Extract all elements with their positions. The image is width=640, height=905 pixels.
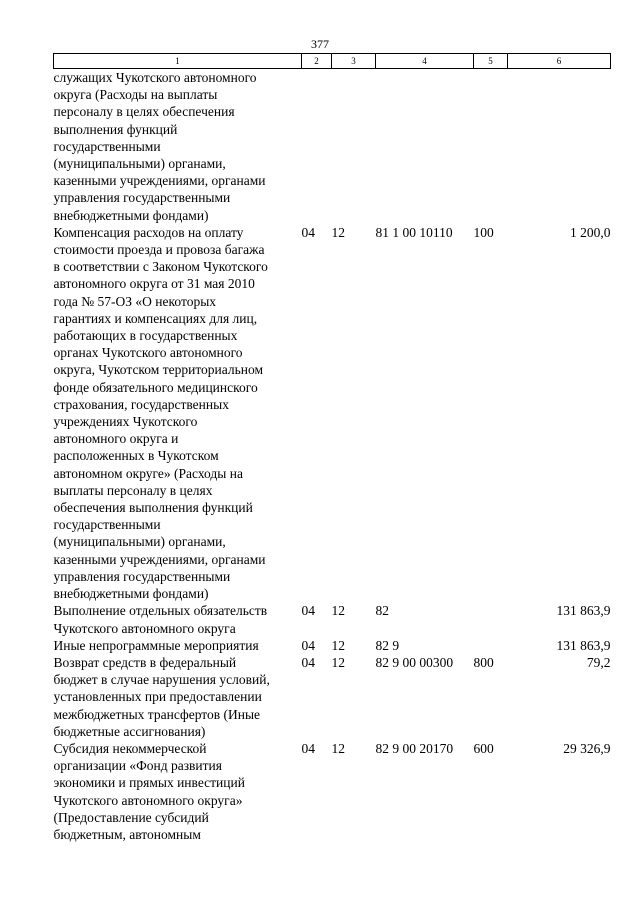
amount: 29 326,9: [563, 740, 611, 756]
expense-name-line: государственными: [53, 138, 161, 154]
subsection-code: [332, 69, 376, 224]
amount: 1 200,0: [570, 224, 611, 240]
expense-name-line: фонде обязательного медицинского: [53, 379, 258, 395]
table-body: [54, 69, 611, 844]
expense-name-line: казенными учреждениями, органами: [53, 173, 266, 189]
expense-name-line: управления государственными: [53, 190, 231, 206]
amount: 131 863,9: [556, 637, 611, 653]
expense-name-line: автономном округе» (Расходы на: [53, 465, 243, 481]
section-code: 04: [301, 740, 315, 756]
target-article-code: 81 1 00 10110: [375, 224, 453, 240]
table-row: [54, 654, 611, 740]
expense-name-line: Чукотского автономного округа»: [53, 792, 243, 808]
section-code: 04: [301, 224, 315, 240]
target-article-code: 82: [375, 603, 389, 619]
expense-name-line: Чукотского автономного округа: [53, 620, 236, 636]
expense-name-line: (муниципальными) органами,: [53, 534, 226, 550]
expense-name-line: казенными учреждениями, органами: [53, 551, 266, 567]
expense-type-code: 100: [473, 224, 494, 240]
expense-name-line: внебюджетными фондами): [53, 207, 209, 223]
expense-name-line: Выполнение отдельных обязательств: [53, 603, 268, 619]
expense-name-line: страхования, государственных: [53, 396, 229, 412]
expense-name-line: (муниципальными) органами,: [53, 156, 226, 172]
expense-name-line: автономного округа и: [53, 431, 179, 447]
section-code: 04: [301, 637, 315, 653]
amount: [508, 69, 611, 224]
target-article-code: 82 9: [375, 637, 400, 653]
expense-name-line: расположенных в Чукотском: [53, 448, 219, 464]
expense-name: [54, 69, 302, 224]
expense-name-line: округа, Чукотском территориальном: [53, 362, 264, 378]
expense-name-line: служащих Чукотского автономного: [53, 70, 257, 85]
expense-name-line: года № 57-ОЗ «О некоторых: [53, 293, 217, 309]
amount: 79,2: [586, 654, 611, 670]
column-header-6: 6: [508, 54, 611, 69]
expense-name: [54, 637, 302, 654]
expense-name-line: персоналу в целях обеспечения: [53, 104, 235, 120]
expense-name-line: обеспечения выполнения функций: [53, 500, 253, 516]
expense-name: [54, 654, 302, 740]
expense-name-line: бюджетные ассигнования): [53, 723, 206, 739]
expense-name-line: автономного округа от 31 мая 2010: [53, 276, 255, 292]
expense-name-line: работающих в государственных: [53, 328, 238, 344]
table-row: [54, 602, 611, 636]
expense-name-line: в соответствии с Законом Чукотского: [53, 259, 268, 275]
column-header-3: 3: [332, 54, 376, 69]
column-header-1: 1: [54, 54, 302, 69]
expense-name-line: Возврат средств в федеральный: [53, 654, 237, 670]
expense-name-line: стоимости проезда и провоза багажа: [53, 242, 265, 258]
table-row: [54, 637, 611, 654]
expense-type-code: 600: [473, 740, 494, 756]
expense-name-line: гарантиях и компенсациях для лиц,: [53, 310, 258, 326]
expense-name: [54, 224, 302, 602]
target-article-code: 82 9 00 00300: [375, 654, 454, 670]
expense-name-line: выплаты персоналу в целях: [53, 482, 213, 498]
expense-name-line: межбюджетных трансфертов (Иные: [53, 706, 261, 722]
page-number: 377: [311, 37, 329, 51]
expense-name-line: управления государственными: [53, 568, 231, 584]
subsection-code: 12: [331, 603, 345, 619]
expense-name-line: экономики и прямых инвестиций: [53, 775, 245, 791]
expense-type-code: [474, 69, 508, 224]
expense-name-line: округа (Расходы на выплаты: [53, 87, 218, 103]
subsection-code: 12: [331, 637, 345, 653]
amount: 131 863,9: [556, 603, 611, 619]
expense-name: [54, 740, 302, 843]
expense-type-code: 800: [473, 654, 494, 670]
expense-name-line: внебюджетными фондами): [53, 586, 209, 602]
column-header-5: 5: [474, 54, 508, 69]
subsection-code: 12: [331, 654, 345, 670]
expense-name-line: выполнения функций: [53, 121, 178, 137]
table-row: [54, 69, 611, 224]
expense-name: [54, 602, 302, 636]
column-number-row: [54, 54, 611, 69]
budget-table: [53, 53, 611, 843]
subsection-code: 12: [331, 224, 345, 240]
expense-name-line: учреждениях Чукотского: [53, 414, 198, 430]
expense-name-line: (Предоставление субсидий: [53, 809, 209, 825]
section-code: 04: [301, 654, 315, 670]
expense-name-line: Субсидия некоммерческой: [53, 740, 207, 756]
expense-name-line: бюджетным, автономным: [53, 826, 201, 842]
target-article-code: [376, 69, 474, 224]
expense-name-line: государственными: [53, 517, 161, 533]
target-article-code: 82 9 00 20170: [375, 740, 454, 756]
expense-name-line: органах Чукотского автономного: [53, 345, 243, 361]
expense-type-code: [474, 602, 508, 636]
column-header-2: 2: [302, 54, 332, 69]
column-header-4: 4: [376, 54, 474, 69]
expense-name-line: организации «Фонд развития: [53, 758, 222, 774]
table-row: [54, 740, 611, 843]
expense-name-line: Компенсация расходов на оплату: [53, 224, 244, 240]
section-code: 04: [301, 603, 315, 619]
subsection-code: 12: [331, 740, 345, 756]
expense-type-code: [474, 637, 508, 654]
table-row: [54, 224, 611, 602]
expense-name-line: Иные непрограммные мероприятия: [53, 637, 259, 653]
section-code: [302, 69, 332, 224]
expense-name-line: бюджет в случае нарушения условий,: [53, 672, 270, 688]
expense-name-line: установленных при предоставлении: [53, 689, 262, 705]
